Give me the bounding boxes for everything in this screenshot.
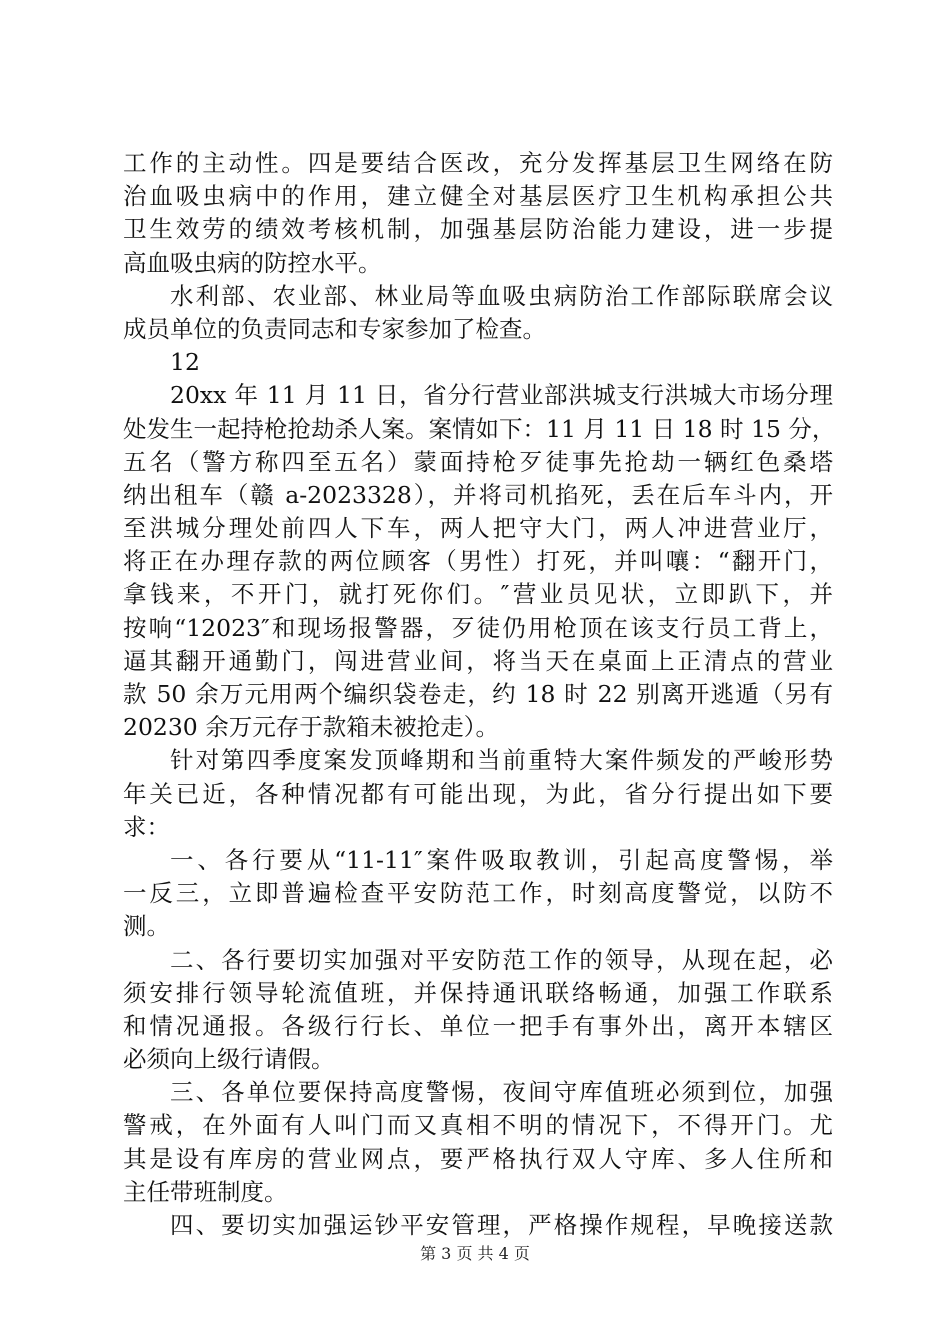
- text-line: 五名（警方称四至五名）蒙面持枪歹徒事先抢劫一辆红色桑塔: [123, 447, 833, 476]
- text-line: 工作的主动性。四是要结合医改，充分发挥基层卫生网络在防: [123, 149, 833, 177]
- text-line: 求：: [123, 812, 170, 841]
- text-line: 一、各行要从“11-11″案件吸取教训，引起高度警惕，举: [170, 845, 833, 874]
- text-line: 主任带班制度。: [123, 1177, 288, 1206]
- text-line: 警戒，在外面有人叫门而又真相不明的情况下，不得开门。尤: [123, 1111, 833, 1140]
- text-line: 成员单位的负责同志和专家参加了检查。: [123, 314, 546, 343]
- text-line: 水利部、农业部、林业局等血吸虫病防治工作部际联席会议: [170, 281, 833, 310]
- text-line: 二、各行要切实加强对平安防范工作的领导，从现在起，必: [170, 945, 833, 974]
- text-line: 逼其翻开通勤门，闯进营业间，将当天在桌面上正清点的营业: [123, 646, 833, 675]
- text-line: 卫生效劳的绩效考核机制，加强基层防治能力建设，进一步提: [123, 215, 833, 244]
- text-line: 处发生一起持枪抢劫杀人案。案情如下：11 月 11 日 18 时 15 分，: [123, 414, 836, 443]
- text-line: 按响“12023″和现场报警器，歹徒仍用枪顶在该支行员工背上，: [123, 613, 833, 642]
- text-line: 一反三，立即普遍检查平安防范工作，时刻高度警觉，以防不: [123, 879, 833, 908]
- page-footer: 第 3 页 共 4 页: [420, 1244, 530, 1263]
- text-line: 其是设有库房的营业网点，要严格执行双人守库、多人住所和: [123, 1144, 833, 1173]
- text-line: 拿钱来，不开门，就打死你们。″营业员见状，立即趴下，并: [123, 580, 833, 609]
- text-line: 高血吸虫病的防控水平。: [123, 248, 382, 277]
- text-line: 治血吸虫病中的作用，建立健全对基层医疗卫生机构承担公共: [123, 182, 833, 211]
- text-line: 纳出租车（赣 a-2023328），并将司机掐死，丢在后车斗内，开: [123, 480, 833, 509]
- text-line: 三、各单位要保持高度警惕，夜间守库值班必须到位，加强: [170, 1078, 833, 1107]
- text-line: 20xx 年 11 月 11 日，省分行营业部洪城支行洪城大市场分理: [170, 381, 833, 410]
- document-body: [123, 147, 836, 1242]
- text-line: 至洪城分理处前四人下车，两人把守大门，两人冲进营业厅，: [123, 514, 833, 543]
- text-line: 和情况通报。各级行行长、单位一把手有事外出，离开本辖区: [123, 1011, 833, 1040]
- text-line: 20230 余万元存于款箱未被抢走）。: [123, 713, 499, 742]
- text-line: 款 50 余万元用两个编织袋卷走，约 18 时 22 别离开逃遁（另有: [123, 680, 833, 708]
- text-line: 年关已近，各种情况都有可能出现，为此，省分行提出如下要: [123, 779, 833, 808]
- text-line: 四、要切实加强运钞平安管理，严格操作规程，早晚接送款: [170, 1211, 833, 1239]
- text-line: 须安排行领导轮流值班，并保持通讯联络畅通，加强工作联系: [123, 978, 833, 1007]
- text-line: 测。: [123, 912, 170, 941]
- text-line: 针对第四季度案发顶峰期和当前重特大案件频发的严峻形势: [170, 746, 833, 775]
- text-line: 将正在办理存款的两位顾客（男性）打死，并叫嚷：“翻开门，: [123, 547, 833, 576]
- text-line: 必须向上级行请假。: [123, 1045, 335, 1074]
- section-number: 12: [170, 348, 200, 377]
